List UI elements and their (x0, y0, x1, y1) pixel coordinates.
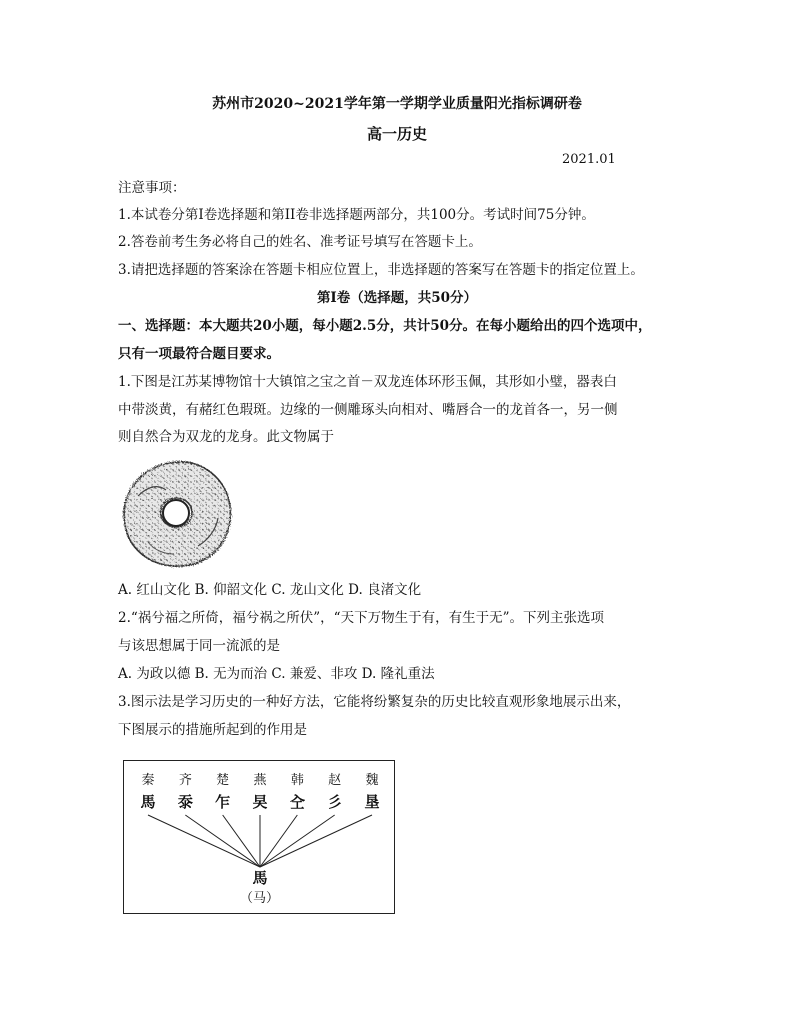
q3-text-1: 3.图示法是学习历史的一种好方法，它能将纷繁复杂的历史比较直观形象地展示出来， (118, 694, 631, 710)
q1-options: A. 红山文化 B. 仰韶文化 C. 龙山文化 D. 良渚文化 (118, 582, 422, 598)
q2-options: A. 为政以德 B. 无为而治 C. 兼爱、非攻 D. 隆礼重法 (118, 666, 435, 682)
state-glyph: 馬 (140, 793, 156, 811)
notice-heading: 注意事项： (118, 180, 186, 196)
state-name: 韩 (290, 773, 304, 788)
state-glyph: 旲 (252, 793, 268, 811)
state-glyph: 沗 (177, 793, 193, 811)
state-glyph: 垦 (364, 793, 380, 811)
connector-line (260, 815, 372, 867)
state-name: 赵 (328, 773, 342, 788)
q1-text-3: 则自然合为双龙的龙身。此文物属于 (118, 429, 334, 445)
q1-text-1: 1.下图是江苏某博物馆十大镇馆之宝之首－双龙连体环形玉佩，其形如小璧，器表白 (118, 374, 617, 390)
connector-line (223, 815, 260, 867)
state-glyphs-row (124, 791, 396, 813)
section-heading: 第I卷（选择题，共50分） (316, 290, 478, 306)
q3-text-2: 下图展示的措施所起到的作用是 (118, 722, 307, 738)
state-name: 齐 (178, 773, 192, 788)
state-name: 魏 (365, 773, 379, 788)
horse-character-figure (123, 760, 395, 914)
section-instruction-2: 只有一项最符合题目要求。 (118, 346, 280, 362)
notice-item-3: 3.请把选择题的答案涂在答题卡相应位置上，非选择题的答案写在答题卡的指定位置上。 (118, 262, 644, 278)
q2-text-2: 与该思想属于同一流派的是 (118, 638, 280, 654)
unified-glyph-label: （马） (240, 891, 280, 906)
connector-line (185, 815, 260, 867)
state-name: 燕 (253, 773, 267, 788)
connector-line (260, 815, 335, 867)
notice-item-2: 2.答卷前考生务必将自己的姓名、准考证号填写在答题卡上。 (118, 234, 482, 250)
exam-title: 苏州市2020~2021学年第一学期学业质量阳光指标调研卷 (212, 96, 582, 112)
state-glyph: 乍 (215, 793, 231, 811)
state-name: 楚 (216, 773, 230, 788)
q1-text-2: 中带淡黄，有赭红色瑕斑。边缘的一侧雕琢头向相对、嘴唇合一的龙首各一，另一侧 (118, 402, 618, 418)
state-names-row (124, 769, 396, 789)
unified-glyph: 馬 (252, 869, 268, 887)
exam-date: 2021.01 (562, 152, 616, 167)
notice-item-1: 1.本试卷分第I卷选择题和第II卷非选择题两部分，共100分。考试时间75分钟。 (118, 207, 595, 223)
state-glyph: 㒰 (289, 793, 305, 811)
state-name: 秦 (141, 773, 155, 788)
state-glyph: 彡 (327, 793, 343, 811)
connector-line (260, 815, 297, 867)
connector-line (148, 815, 260, 867)
jade-pendant-image (118, 456, 236, 572)
subject-title: 高一历史 (366, 125, 427, 143)
q2-text-1: 2.“祸兮福之所倚，福兮祸之所伏”，“天下万物生于有，有生于无”。下列主张选项 (118, 610, 604, 626)
section-instruction-1: 一、选择题：本大题共20小题，每小题2.5分，共计50分。在每小题给出的四个选项中， (118, 318, 652, 334)
